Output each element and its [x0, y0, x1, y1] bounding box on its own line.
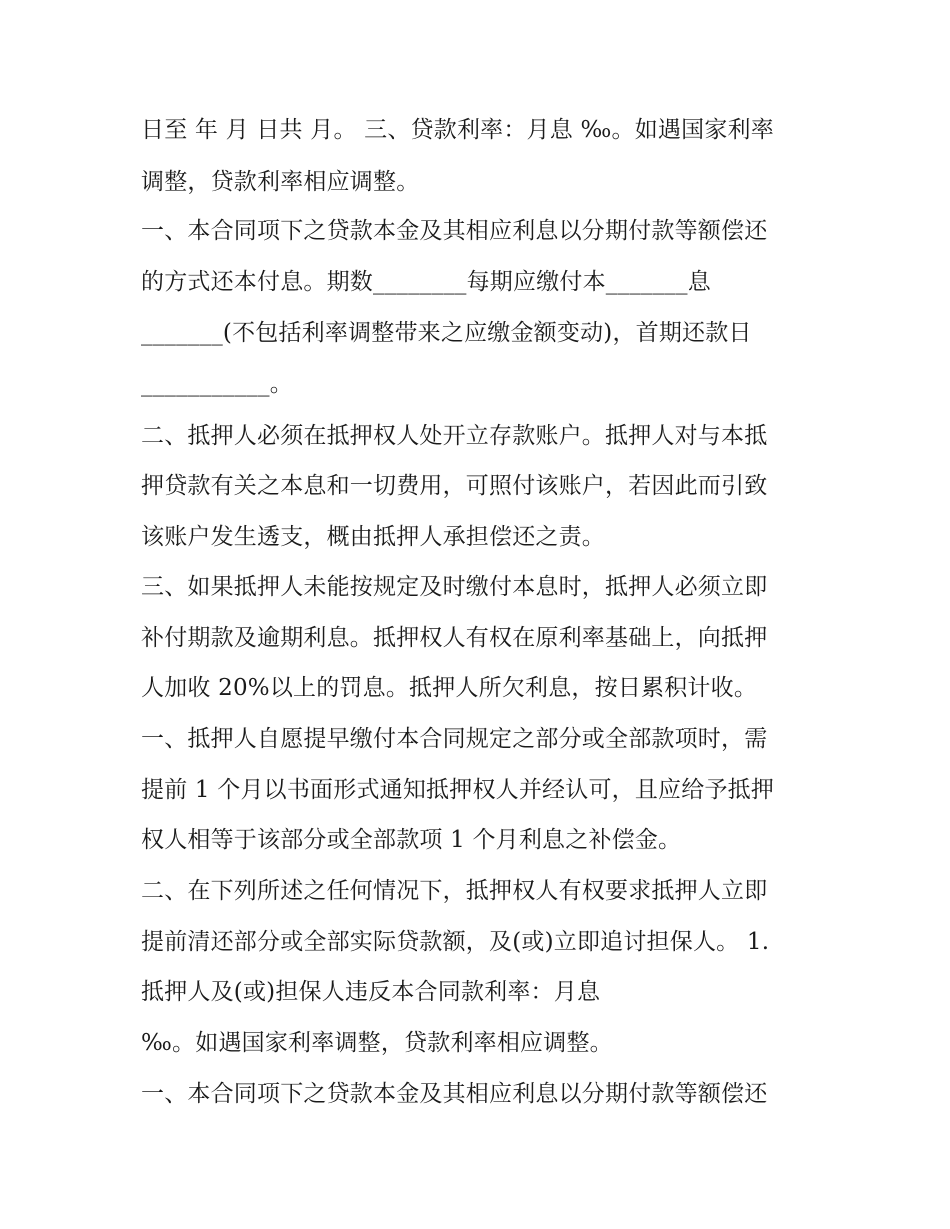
text-line-14: 提前 1 个月以书面形式通知抵押权人并经认可，且应给予抵押	[141, 777, 775, 803]
text-line-3: 一、本合同项下之贷款本金及其相应利息以分期付款等额偿还	[141, 218, 768, 244]
text-line-5: _______(不包括利率调整带来之应缴金额变动)，首期还款日	[141, 320, 752, 346]
text-line-16: 二、在下列所述之任何情况下，抵押权人有权要求抵押人立即	[141, 878, 768, 904]
text-line-17: 提前清还部分或全部实际贷款额，及(或)立即追讨担保人。 1.	[141, 929, 770, 955]
text-line-13: 一、抵押人自愿提早缴付本合同规定之部分或全部款项时，需	[141, 726, 768, 752]
text-line-6: ___________。	[141, 371, 293, 397]
text-line-12: 人加收 20%以上的罚息。抵押人所欠利息，按日累积计收。	[141, 675, 758, 701]
text-line-7: 二、抵押人必须在抵押权人处开立存款账户。抵押人对与本抵	[141, 423, 768, 449]
text-line-18: 抵押人及(或)担保人违反本合同款利率：月息	[141, 979, 601, 1005]
text-line-9: 该账户发生透支，概由抵押人承担偿还之责。	[141, 524, 605, 550]
text-line-19: ‰。如遇国家利率调整，贷款利率相应调整。	[141, 1030, 613, 1056]
text-line-8: 押贷款有关之本息和一切费用，可照付该账户，若因此而引致	[141, 473, 768, 499]
text-line-10: 三、如果抵押人未能按规定及时缴付本息时，抵押人必须立即	[141, 574, 768, 600]
text-line-2: 调整，贷款利率相应调整。	[141, 169, 420, 195]
text-line-11: 补付期款及逾期利息。抵押权人有权在原利率基础上，向抵押	[141, 625, 768, 651]
text-line-4: 的方式还本付息。期数________每期应缴付本_______息	[141, 269, 711, 295]
text-line-20: 一、本合同项下之贷款本金及其相应利息以分期付款等额偿还	[141, 1081, 768, 1107]
text-line-15: 权人相等于该部分或全部款项 1 个月利息之补偿金。	[141, 827, 682, 853]
text-line-1: 日至 年 月 日共 月。 三、贷款利率：月息 ‰。如遇国家利率	[141, 117, 774, 143]
